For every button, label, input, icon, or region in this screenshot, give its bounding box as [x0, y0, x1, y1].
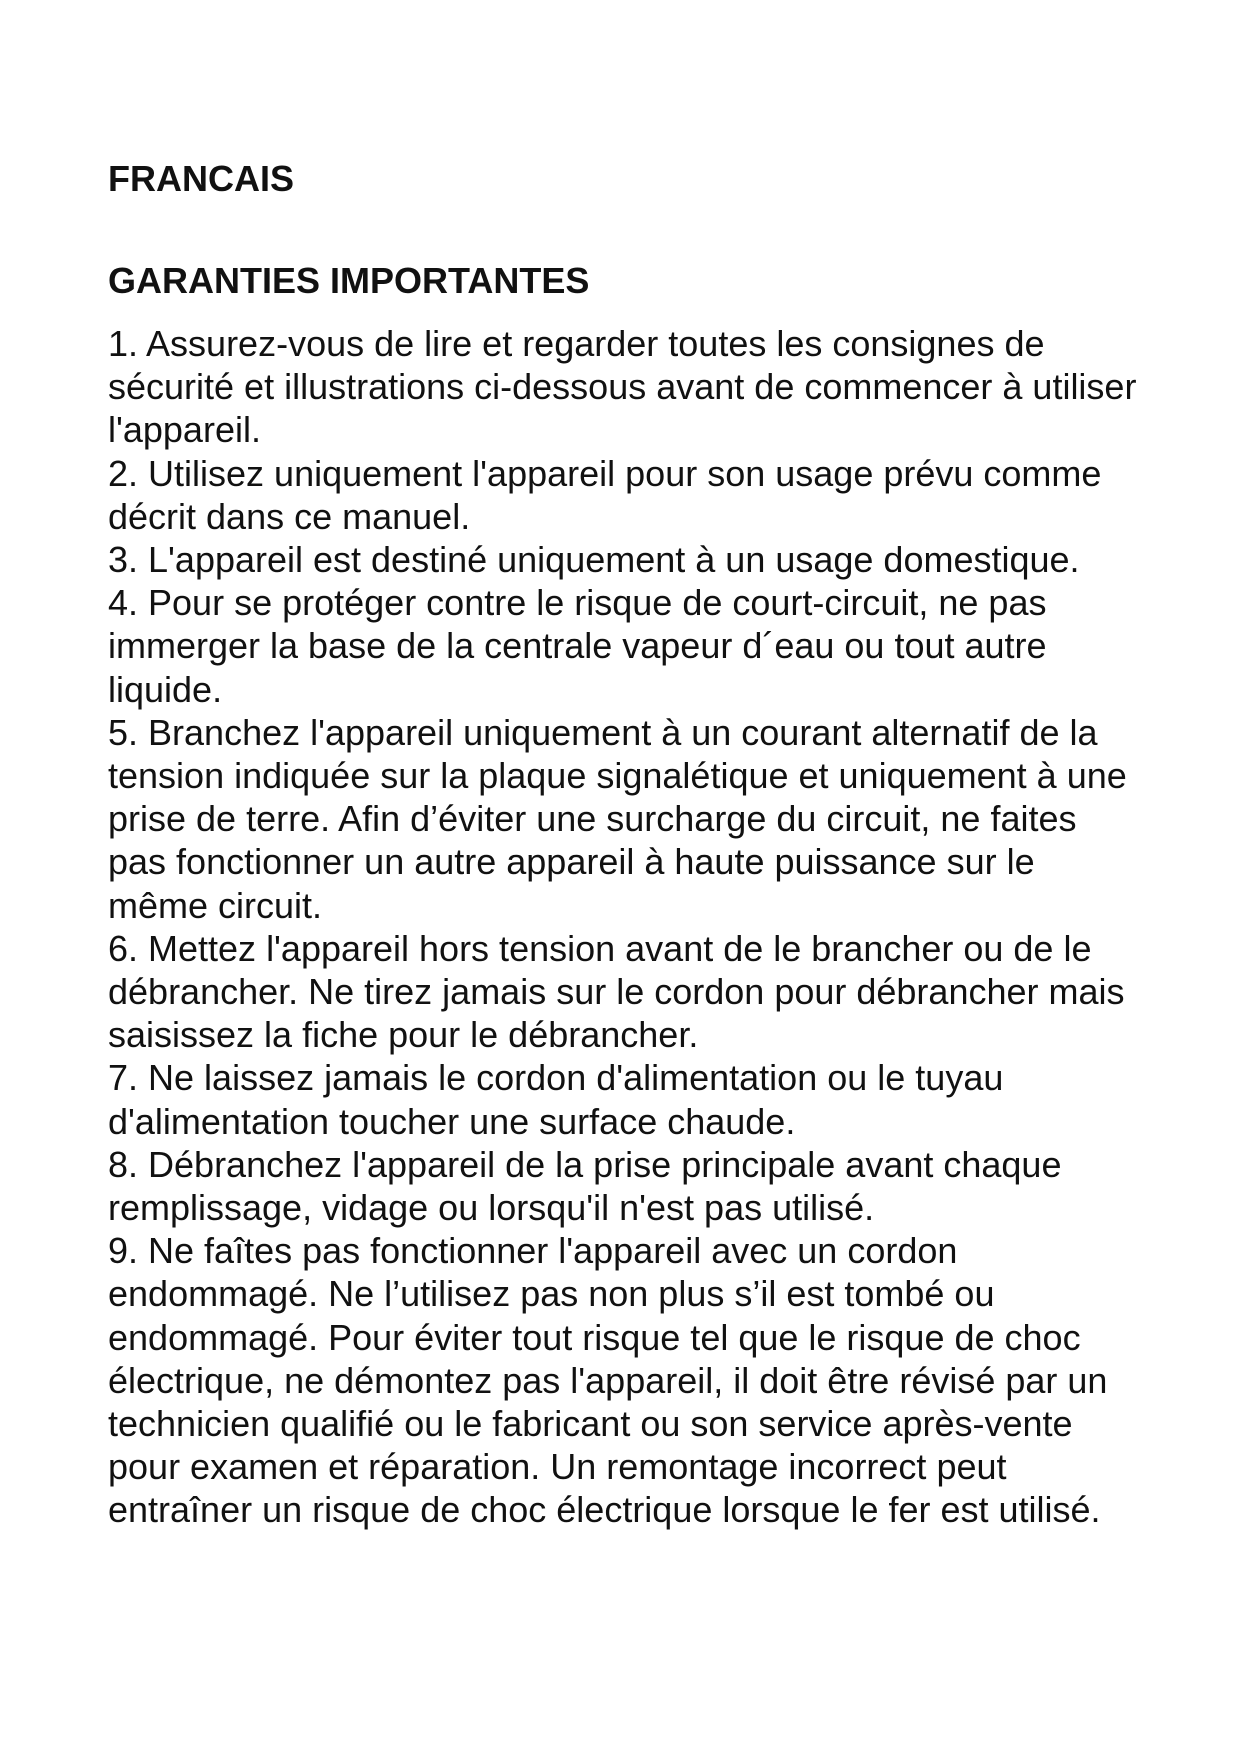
instruction-item-4: 4. Pour se protéger contre le risque de court-circuit, ne pas immerger la base de la centrale vapeur d´eau ou tout autre liquide.: [108, 582, 1047, 710]
language-heading: FRANCAIS: [108, 158, 294, 199]
instruction-item-6: 6. Mettez l'appareil hors tension avant de le brancher ou de le débrancher. Ne tirez jamais sur le cordon pour débrancher mais saisissez la fiche pour le débrancher.: [108, 927, 1125, 1056]
instruction-item-1: 1. Assurez-vous de lire et regarder toutes les consignes de sécurité et illustrations ci-dessous avant de commencer à utiliser l'appareil.: [108, 323, 1137, 451]
instruction-item-2: 2. Utilisez uniquement l'appareil pour son usage prévu comme décrit dans ce manuel.: [108, 452, 1102, 537]
section-title: GARANTIES IMPORTANTES: [108, 260, 590, 301]
instruction-item-8: 8. Débranchez l'appareil de la prise principale avant chaque remplissage, vidage ou lorsqu'il n'est pas utilisé.: [108, 1143, 1062, 1229]
instruction-item-9: 9. Ne faîtes pas fonctionner l'appareil avec un cordon endommagé. Ne l’utilisez pas non plus s’il est tombé ou endommagé. Pour éviter tout risque tel que le risque de choc électrique, ne démontez pas l'appareil, il doit être révisé par un technicien qualifié ou le fabricant ou son service après-vente pour examen et réparation. Un remontage incorrect peut entraîner un risque de choc électrique lorsque le fer est utilisé.: [108, 1230, 1108, 1531]
safety-instructions-list: [108, 322, 1138, 1532]
instruction-item-3: 3. L'appareil est destiné uniquement à un usage domestique.: [108, 539, 1080, 581]
instruction-item-7: 7. Ne laissez jamais le cordon d'alimentation ou le tuyau d'alimentation toucher une surface chaude.: [108, 1057, 1004, 1142]
instruction-item-5: 5. Branchez l'appareil uniquement à un courant alternatif de la tension indiquée sur la plaque signalétique et uniquement à une prise de terre. Afin d’éviter une surcharge du circuit, ne faites pas fonctionner un autre appareil à haute puissance sur le même circuit.: [108, 711, 1127, 926]
